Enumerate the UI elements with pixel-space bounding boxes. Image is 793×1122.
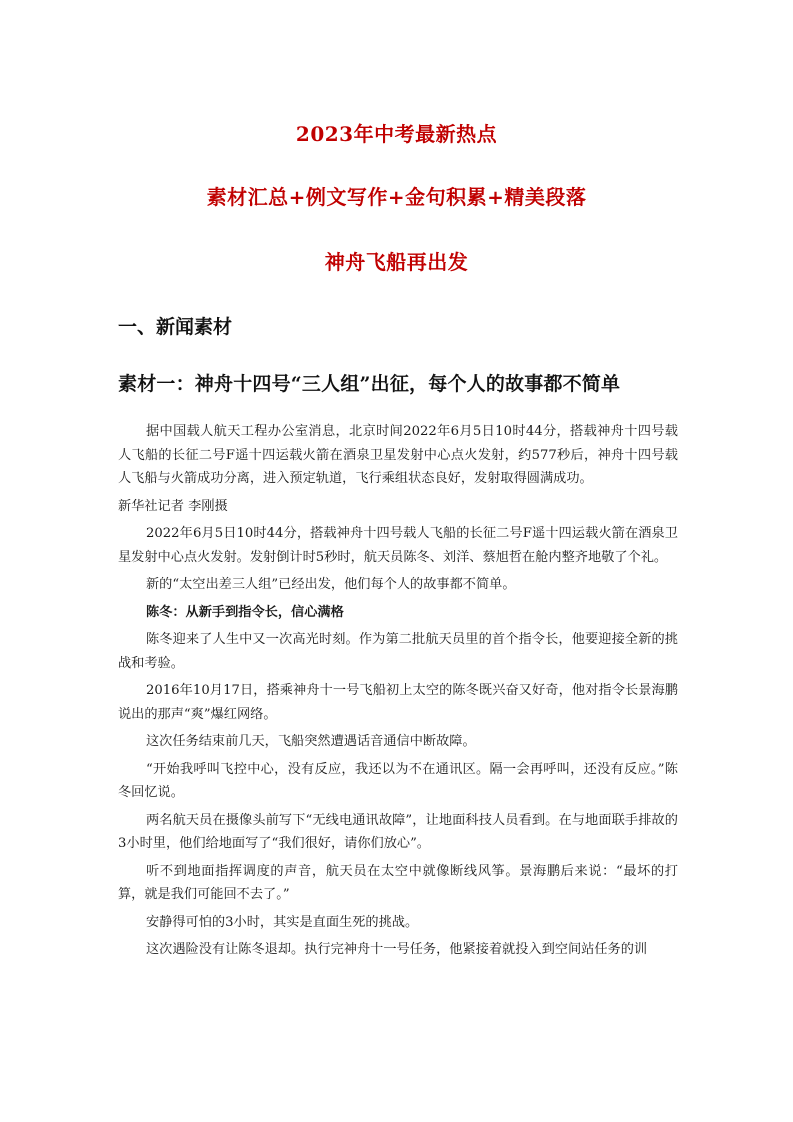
paragraph: 这次任务结束前几天，飞船突然遭遇话音通信中断故障。 bbox=[146, 734, 476, 749]
title-line-3: 神舟飞船再出发 bbox=[324, 250, 469, 274]
paragraph: 两名航天员在摄像头前写下“无线电通讯故障”，让地面科技人员看到。在与地面联手排故的3小时里，他们给地面写了“我们很好，请你们放心”。 bbox=[118, 812, 678, 851]
title-line-1: 2023年中考最新热点 bbox=[295, 122, 498, 146]
paragraph: 新的“太空出差三人组”已经出发，他们每个人的故事都不简单。 bbox=[146, 577, 516, 592]
photo-credit: 新华社记者 李刚摄 bbox=[118, 498, 228, 514]
paragraph: 听不到地面指挥调度的声音，航天员在太空中就像断线风筝。景海鹏后来说：“最坏的打算，就是我们可能回不去了。” bbox=[118, 863, 678, 902]
material-heading: 素材一：神舟十四号“三人组”出征，每个人的故事都不简单 bbox=[118, 373, 621, 395]
article-body bbox=[118, 420, 678, 966]
subheading-chen-dong: 陈冬：从新手到指令长，信心满格 bbox=[146, 604, 344, 620]
paragraph: 2016年10月17日，搭乘神舟十一号飞船初上太空的陈冬既兴奋又好奇，他对指令长景海鹏说出的那声“爽”爆红网络。 bbox=[118, 683, 678, 722]
section-heading: 一、新闻素材 bbox=[118, 316, 233, 338]
paragraph: 据中国载人航天工程办公室消息，北京时间2022年6月5日10时44分，搭载神舟十四号载人飞船的长征二号F遥十四运载火箭在酒泉卫星发射中心点火发射，约577秒后，神舟十四号载人飞船与火箭成功分离，进入预定轨道，飞行乘组状态良好，发射取得圆满成功。 bbox=[118, 424, 678, 486]
title-line-2: 素材汇总+例文写作+金句积累+精美段落 bbox=[206, 185, 587, 209]
paragraph: 2022年6月5日10时44分，搭载神舟十四号载人飞船的长征二号F遥十四运载火箭在酒泉卫星发射中心点火发射。发射倒计时5秒时，航天员陈冬、刘洋、蔡旭哲在舱内整齐地敬了个礼。 bbox=[118, 526, 678, 565]
paragraph: 陈冬迎来了人生中又一次高光时刻。作为第二批航天员里的首个指令长，他要迎接全新的挑战和考验。 bbox=[118, 632, 678, 671]
paragraph: “开始我呼叫飞控中心，没有反应，我还以为不在通讯区。隔一会再呼叫，还没有反应。”陈冬回忆说。 bbox=[118, 761, 678, 800]
paragraph: 这次遇险没有让陈冬退却。执行完神舟十一号任务，他紧接着就投入到空间站任务的训 bbox=[146, 942, 648, 957]
paragraph: 安静得可怕的3小时，其实是直面生死的挑战。 bbox=[146, 914, 419, 930]
